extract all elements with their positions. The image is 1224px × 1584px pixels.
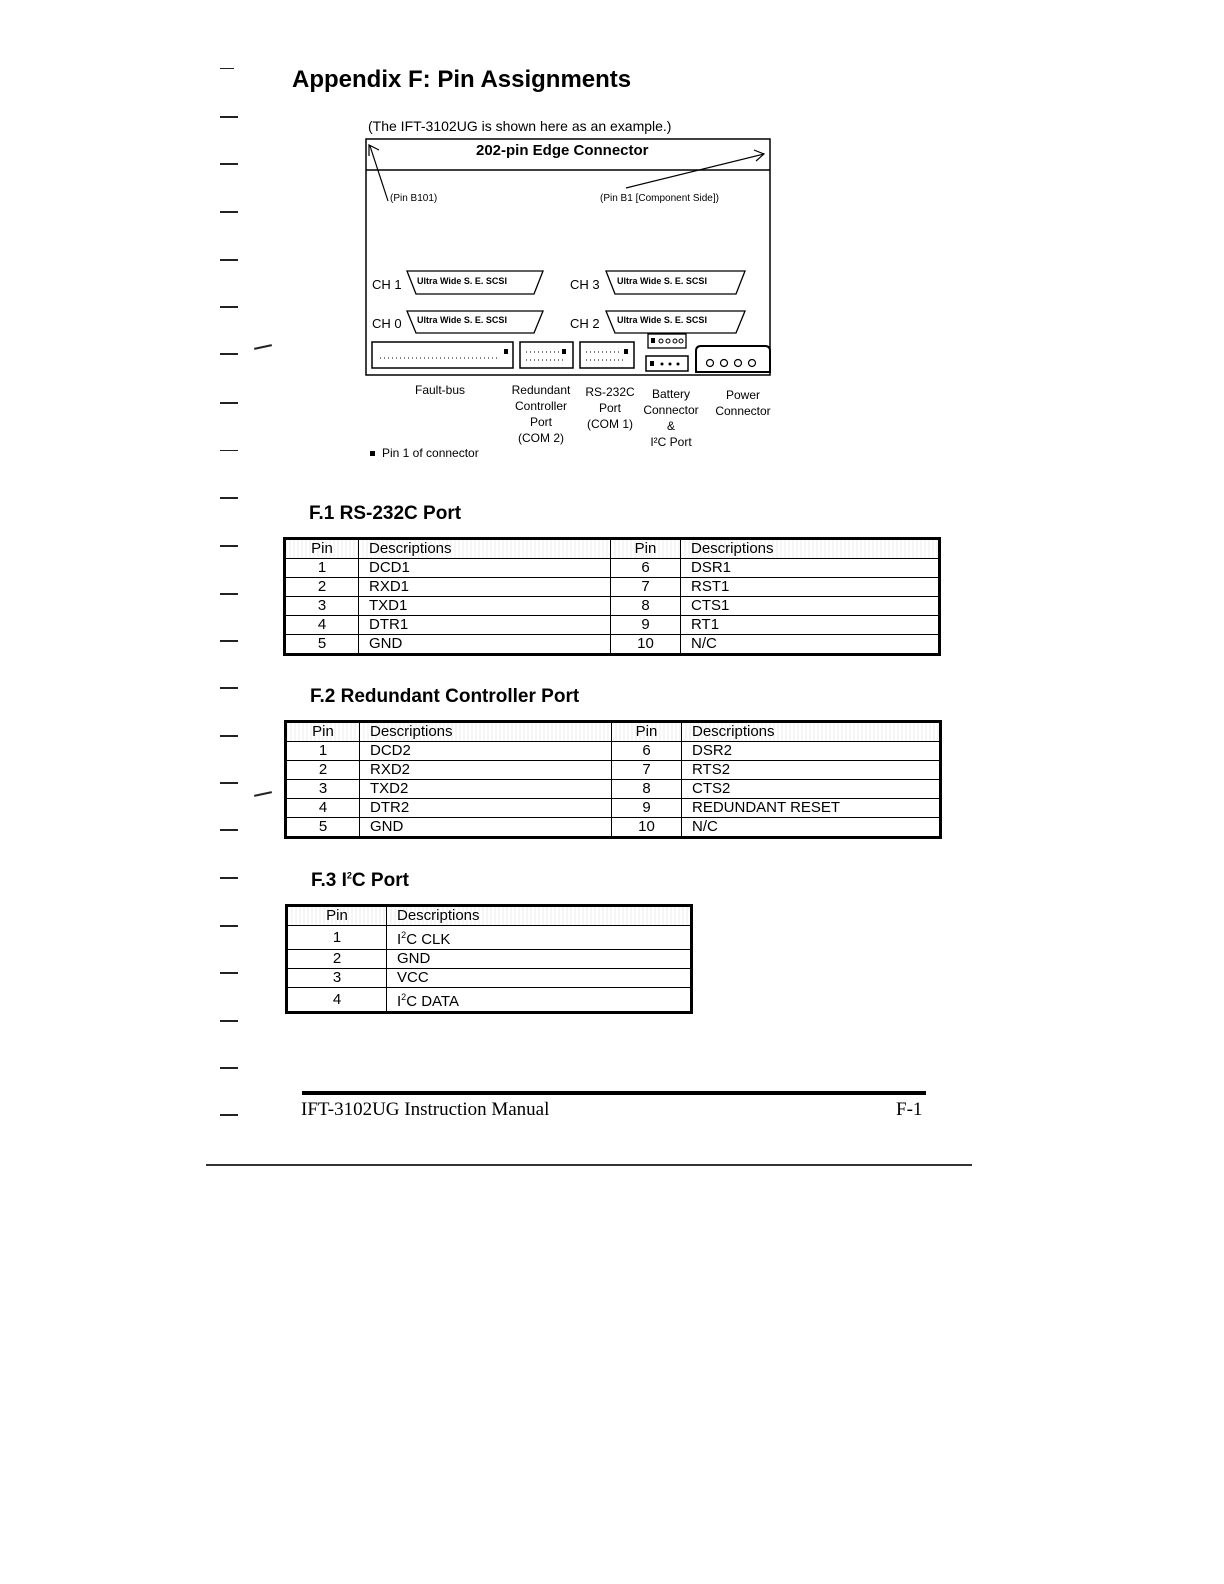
header-cell: Pin xyxy=(612,722,682,742)
ch1-label: CH 1 xyxy=(372,277,402,292)
title-text: F.3 I xyxy=(311,870,347,891)
margin-mark xyxy=(220,211,238,213)
margin-mark xyxy=(220,1114,238,1116)
margin-mark xyxy=(220,306,238,308)
pin-cell: 2 xyxy=(287,950,387,969)
margin-mark xyxy=(220,782,238,784)
table-row xyxy=(285,597,940,616)
i2c-prefix: I xyxy=(397,993,402,1010)
desc-cell: REDUNDANT RESET xyxy=(682,799,941,818)
pin-cell: 8 xyxy=(611,597,681,616)
table-row xyxy=(286,818,941,838)
desc-cell: RXD2 xyxy=(360,761,612,780)
desc-cell: DTR1 xyxy=(359,616,611,635)
margin-mark xyxy=(220,925,238,927)
table-row xyxy=(286,742,941,761)
pin-cell: 9 xyxy=(612,799,682,818)
margin-mark xyxy=(220,877,238,879)
header-cell: Descriptions xyxy=(359,539,611,559)
battery-connector-label xyxy=(638,386,704,450)
ch0-scsi-label: Ultra Wide S. E. SCSI xyxy=(417,315,507,325)
ch3-scsi-label: Ultra Wide S. E. SCSI xyxy=(617,276,707,286)
pin1-marker-icon xyxy=(370,451,375,456)
pin-cell: 2 xyxy=(285,578,359,597)
ch2-label: CH 2 xyxy=(570,316,600,331)
pin-cell: 10 xyxy=(611,635,681,655)
footer-page-number: F-1 xyxy=(896,1099,923,1120)
pin-cell: 8 xyxy=(612,780,682,799)
footer-rule xyxy=(302,1091,926,1095)
margin-mark xyxy=(220,353,238,355)
rs232-port-label xyxy=(578,384,642,432)
pin-cell: 1 xyxy=(285,559,359,578)
margin-mark xyxy=(220,735,238,737)
i2c-prefix: I xyxy=(397,931,402,948)
header-cell: Descriptions xyxy=(387,906,692,926)
pin-cell: 4 xyxy=(286,799,360,818)
pin-cell: 4 xyxy=(287,988,387,1013)
label-line: & xyxy=(666,419,675,433)
desc-cell xyxy=(387,988,692,1013)
i2c-sup: 2 xyxy=(401,930,407,940)
margin-mark xyxy=(220,259,238,261)
board-outline xyxy=(360,136,790,381)
header-cell: Pin xyxy=(287,906,387,926)
header-cell: Pin xyxy=(285,539,359,559)
margin-mark xyxy=(220,68,234,69)
label-line: Connector xyxy=(715,404,771,418)
section-title-rs232: F.1 RS-232C Port xyxy=(309,503,462,524)
ch3-label: CH 3 xyxy=(570,277,600,292)
header-cell: Pin xyxy=(611,539,681,559)
table-header-row xyxy=(285,539,940,559)
margin-mark xyxy=(220,163,238,165)
desc-cell: DSR2 xyxy=(682,742,941,761)
table-row xyxy=(287,969,692,988)
margin-mark xyxy=(220,687,238,689)
margin-mark xyxy=(220,829,238,831)
desc-cell: GND xyxy=(360,818,612,838)
table-row xyxy=(285,616,940,635)
label-line: Battery xyxy=(651,387,690,401)
margin-mark xyxy=(220,593,238,595)
pin-cell: 4 xyxy=(285,616,359,635)
section-title-redundant: F.2 Redundant Controller Port xyxy=(310,686,580,707)
desc-cell xyxy=(387,926,692,950)
pin-cell: 6 xyxy=(612,742,682,761)
desc-text: C DATA xyxy=(406,993,459,1010)
edge-connector-label: 202-pin Edge Connector xyxy=(476,142,649,159)
ch0-label: CH 0 xyxy=(372,316,402,331)
header-cell: Pin xyxy=(286,722,360,742)
i2c-sup: 2 xyxy=(401,992,407,1002)
pin-cell: 3 xyxy=(287,969,387,988)
redundant-pin-table xyxy=(284,720,942,839)
table-header-row xyxy=(287,906,692,926)
label-line: (COM 2) xyxy=(518,431,564,445)
pin-b1-label: (Pin B1 [Component Side]) xyxy=(600,193,719,204)
pin-b101-label: (Pin B101) xyxy=(390,193,438,204)
desc-cell: RXD1 xyxy=(359,578,611,597)
desc-cell: N/C xyxy=(682,818,941,838)
pin-cell: 2 xyxy=(286,761,360,780)
desc-cell: GND xyxy=(359,635,611,655)
desc-cell: RST1 xyxy=(681,578,940,597)
label-line: Connector xyxy=(643,403,699,417)
table-row xyxy=(287,926,692,950)
label-line: Port xyxy=(529,415,552,429)
margin-tick xyxy=(254,791,272,797)
desc-cell: DCD2 xyxy=(360,742,612,761)
desc-cell: GND xyxy=(387,950,692,969)
fault-bus-label: Fault-bus xyxy=(415,383,466,397)
margin-mark xyxy=(220,1067,238,1069)
pin-cell: 3 xyxy=(286,780,360,799)
diagram-caption: (The IFT-3102UG is shown here as an example.) xyxy=(368,118,672,134)
desc-cell: DCD1 xyxy=(359,559,611,578)
table-header-row xyxy=(286,722,941,742)
i2c-pin-table xyxy=(285,904,693,1014)
margin-mark xyxy=(220,450,238,451)
margin-mark xyxy=(220,1020,238,1022)
pin-cell: 7 xyxy=(612,761,682,780)
label-line: Controller xyxy=(514,399,568,413)
pin-cell: 1 xyxy=(286,742,360,761)
pin-cell: 7 xyxy=(611,578,681,597)
legend-text: Pin 1 of connector xyxy=(382,446,479,460)
table-row xyxy=(285,578,940,597)
margin-mark xyxy=(220,640,238,642)
margin-tick xyxy=(254,344,272,350)
header-cell: Descriptions xyxy=(360,722,612,742)
desc-cell: TXD2 xyxy=(360,780,612,799)
desc-text: C CLK xyxy=(406,931,451,948)
label-line: Power xyxy=(725,388,760,402)
label-line: I²C Port xyxy=(650,435,692,449)
table-row xyxy=(287,950,692,969)
table-row xyxy=(285,635,940,655)
desc-cell: N/C xyxy=(681,635,940,655)
desc-cell: TXD1 xyxy=(359,597,611,616)
pin-cell: 5 xyxy=(286,818,360,838)
margin-mark xyxy=(220,545,238,547)
table-row xyxy=(286,780,941,799)
table-row xyxy=(285,559,940,578)
desc-cell: DSR1 xyxy=(681,559,940,578)
desc-cell: CTS1 xyxy=(681,597,940,616)
pin-cell: 9 xyxy=(611,616,681,635)
pin-cell: 3 xyxy=(285,597,359,616)
margin-mark xyxy=(220,972,238,974)
label-line: Port xyxy=(598,401,621,415)
desc-cell: CTS2 xyxy=(682,780,941,799)
page-edge-line xyxy=(206,1164,972,1166)
table-row xyxy=(286,761,941,780)
title-sup: 2 xyxy=(346,870,352,881)
label-line: Redundant xyxy=(511,383,571,397)
table-row xyxy=(287,988,692,1013)
redundant-port-label xyxy=(505,382,577,446)
pin-cell: 10 xyxy=(612,818,682,838)
margin-mark xyxy=(220,497,238,499)
ch2-scsi-label: Ultra Wide S. E. SCSI xyxy=(617,315,707,325)
margin-mark xyxy=(220,402,238,404)
rs232-pin-table xyxy=(283,537,941,656)
desc-cell: VCC xyxy=(387,969,692,988)
pin-cell: 5 xyxy=(285,635,359,655)
margin-mark xyxy=(220,116,238,118)
desc-cell: RTS2 xyxy=(682,761,941,780)
label-line: (COM 1) xyxy=(587,417,633,431)
section-title-i2c xyxy=(311,870,409,892)
label-line: RS-232C xyxy=(585,385,635,399)
desc-cell: RT1 xyxy=(681,616,940,635)
desc-cell: DTR2 xyxy=(360,799,612,818)
page-title: Appendix F: Pin Assignments xyxy=(292,66,632,93)
table-row xyxy=(286,799,941,818)
title-text: C Port xyxy=(351,870,409,891)
header-cell: Descriptions xyxy=(682,722,941,742)
power-connector-label xyxy=(708,387,778,419)
pin-cell: 6 xyxy=(611,559,681,578)
pin-cell: 1 xyxy=(287,926,387,950)
ch1-scsi-label: Ultra Wide S. E. SCSI xyxy=(417,276,507,286)
footer-manual-title: IFT-3102UG Instruction Manual xyxy=(301,1099,550,1120)
header-cell: Descriptions xyxy=(681,539,940,559)
